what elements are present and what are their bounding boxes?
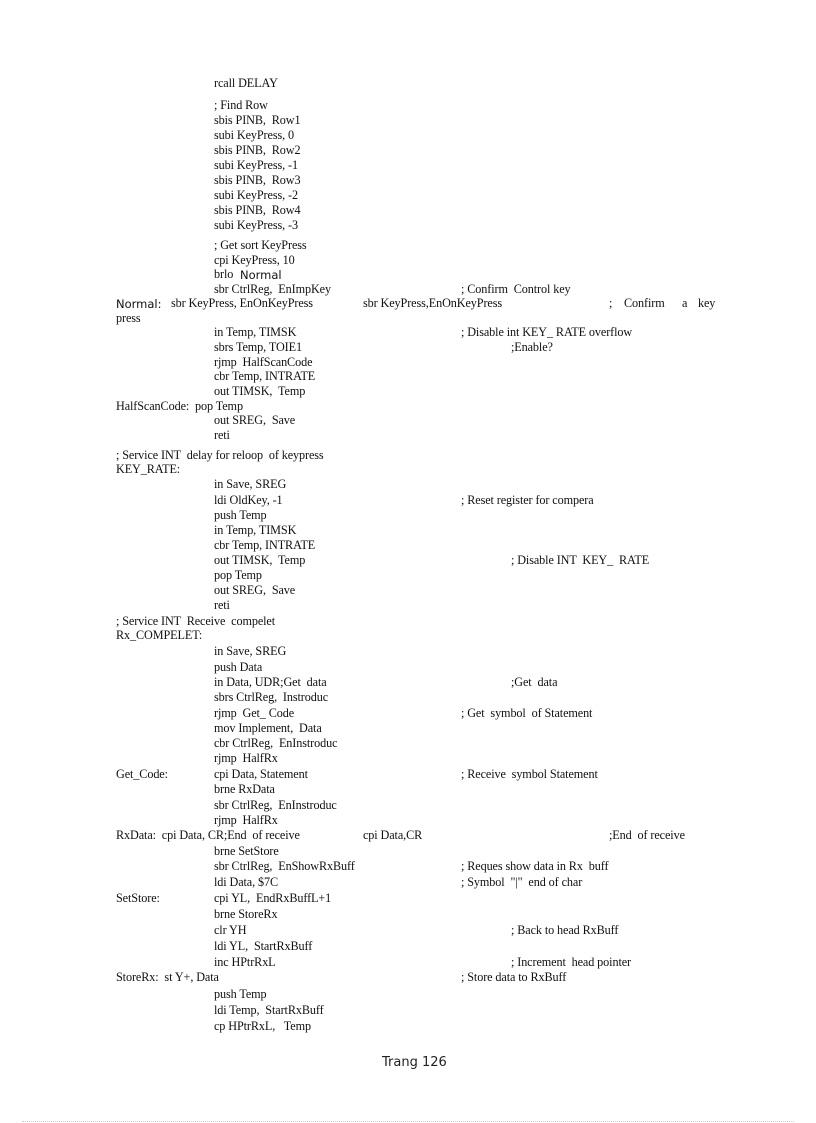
code-line: cbr Temp, INTRATE [214,369,316,383]
code-line: in Temp, TIMSK [214,325,297,339]
comment-line: ; Reques show data in Rx buff [461,859,609,873]
code-line: in Save, SREG [214,477,287,491]
code-line: brne RxData [214,782,275,796]
comment-line: ; Reset register for compera [461,493,594,507]
code-line: inc HPtrRxL [214,955,276,969]
code-line: sbr CtrlReg, EnImpKey [214,282,331,296]
code-line: cbr Temp, INTRATE [214,538,316,552]
code-line: subi KeyPress, -2 [214,188,298,202]
code-line: reti [214,428,230,442]
comment-line: ;Get data [511,675,558,689]
code-line: cpi KeyPress, 10 [214,253,295,267]
code-line: sbrs CtrlReg, Instroduc [214,690,329,704]
code-line: in Data, UDR;Get data [214,675,327,689]
code-line: pop Temp [214,568,262,582]
comment-line: Confirm [624,296,665,310]
code-line: cpi YL, EndRxBuffL+1 [214,891,332,905]
code-line: push Temp [214,987,267,1001]
code-line: sbis PINB, Row4 [214,203,301,217]
code-line: rjmp Get_ Code [214,706,295,720]
code-line: out SREG, Save [214,583,296,597]
comment-line: ;End of receive [609,828,685,842]
label-normal: Normal: [116,297,162,311]
comment-line: a [682,296,688,310]
code-line: RxData: cpi Data, CR;End of receive [116,828,300,842]
code-line: sbis PINB, Row2 [214,143,301,157]
code-line: subi KeyPress, 0 [214,128,294,142]
code-line: rcall DELAY [214,76,278,90]
code-line: push Data [214,660,263,674]
code-label: Rx_COMPELET: [116,628,203,642]
code-line: out TIMSK, Temp [214,384,306,398]
code-line: out TIMSK, Temp [214,553,306,567]
comment-line: ; Get symbol of Statement [461,706,593,720]
code-line: reti [214,598,230,612]
code-line: ldi OldKey, -1 [214,493,283,507]
code-line: sbr CtrlReg, EnShowRxBuff [214,859,355,873]
code-line: brne SetStore [214,844,279,858]
code-line: rjmp HalfRx [214,813,278,827]
code-line: cp HPtrRxL, Temp [214,1019,311,1033]
code-line: brne StoreRx [214,907,278,921]
page-bottom-divider [22,1121,794,1122]
code-line: sbis PINB, Row3 [214,173,301,187]
comment-line: key [698,296,716,310]
code-line: out SREG, Save [214,413,296,427]
comment-line: ; Find Row [214,98,268,112]
code-line: ldi Data, $7C [214,875,279,889]
comment-line: ; Increment head pointer [511,955,632,969]
code-line: ldi YL, StartRxBuff [214,939,313,953]
comment-line: ; Back to head RxBuff [511,923,619,937]
code-line: in Temp, TIMSK [214,523,297,537]
code-line: in Save, SREG [214,644,287,658]
code-line: cpi Data,CR [363,828,423,842]
code-line: rjmp HalfScanCode [214,355,313,369]
comment-line: ; Service INT delay for reloop of keypress [116,448,324,462]
comment-line: ; Confirm Control key [461,282,571,296]
code-line: sbr KeyPress,EnOnKeyPress [363,296,502,310]
label-normal: Normal [240,268,282,282]
code-line: cbr CtrlReg, EnInstroduc [214,736,338,750]
code-line: cpi Data, Statement [214,767,308,781]
code-line: ldi Temp, StartRxBuff [214,1003,324,1017]
code-line: StoreRx: st Y+, Data [116,970,219,984]
code-line: sbis PINB, Row1 [214,113,301,127]
code-line: brlo [214,267,234,281]
code-line: rjmp HalfRx [214,751,278,765]
code-line: subi KeyPress, -3 [214,218,298,232]
comment-line: ; Symbol "|" end of char [461,875,583,889]
code-line: sbrs Temp, TOIE1 [214,340,302,354]
comment-line: ; [609,296,613,310]
code-line: HalfScanCode: pop Temp [116,399,243,413]
comment-line: ; Disable INT KEY_ RATE [511,553,650,567]
code-line: clr YH [214,923,247,937]
code-label: KEY_RATE: [116,462,181,476]
comment-line: ; Service INT Receive compelet [116,614,276,628]
code-line: push Temp [214,508,267,522]
code-line: subi KeyPress, -1 [214,158,298,172]
comment-line: press [116,311,141,325]
code-line: mov Implement, Data [214,721,322,735]
comment-line: ; Receive symbol Statement [461,767,598,781]
code-line: sbr KeyPress, EnOnKeyPress [171,296,313,310]
code-label: Get_Code: [116,767,168,781]
comment-line: ;Enable? [511,340,553,354]
code-line: sbr CtrlReg, EnInstroduc [214,798,337,812]
comment-line: ; Get sort KeyPress [214,238,307,252]
code-label: SetStore: [116,891,160,905]
comment-line: ; Store data to RxBuff [461,970,567,984]
page-number: Trang 126 [382,1055,447,1070]
comment-line: ; Disable int KEY_ RATE overflow [461,325,633,339]
